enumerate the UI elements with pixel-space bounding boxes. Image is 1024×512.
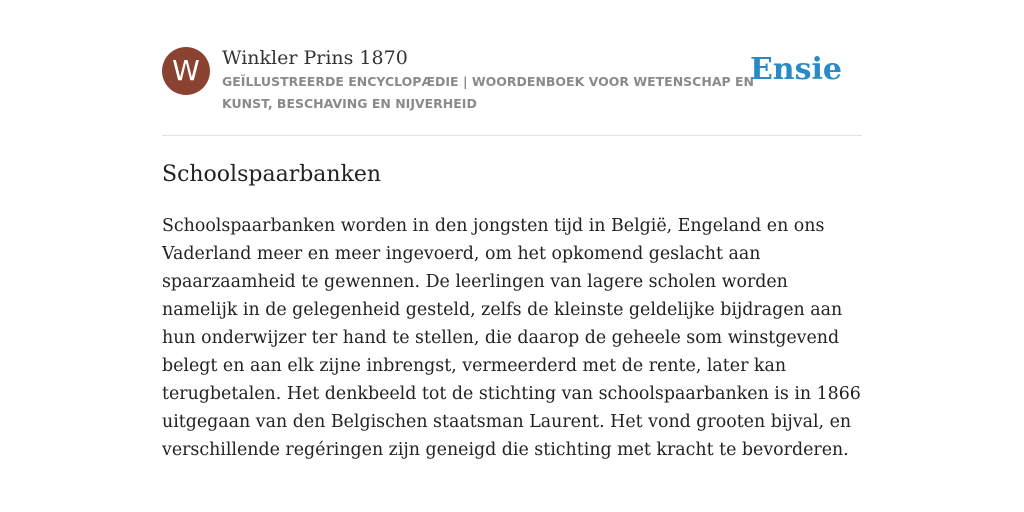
source-avatar[interactable]: W (162, 47, 210, 95)
source-info (222, 45, 762, 115)
source-title[interactable]: Winkler Prins 1870 (222, 47, 408, 69)
source-header (162, 0, 862, 136)
source-subtitle: GEÏLLUSTREERDE ENCYCLOPÆDIE | WOORDENBOEK VOOR WETENSCHAP EN KUNST, BESCHAVING EN NIJVERHEID (222, 74, 755, 111)
ensie-logo[interactable]: Ensie (749, 52, 842, 87)
article-body: Schoolspaarbanken worden in den jongsten tijd in België, Engeland en ons Vaderland meer en meer ingevoerd, om het opkomend geslacht aan spaarzaamheid te gewennen. De leerlingen van lagere scholen worden namelijk in de gelegenheid gesteld, zelfs de kleinste geldelijke bijdragen aan hun onderwijzer ter hand te stellen, die daarop de geheele som winstgevend belegt en aan elk zijne inbrengst, vermeerderd met de rente, later kan terugbetalen. Het denkbeeld tot de stichting van schoolspaarbanken is in 1866 uitgegaan van den Belgischen staatsman Laurent. Het vond grooten bijval, en verschillende regéringen zijn geneigd die stichting met kracht te bevorderen. (162, 216, 861, 460)
article-title: Schoolspaarbanken (162, 162, 382, 187)
page (162, 0, 862, 460)
